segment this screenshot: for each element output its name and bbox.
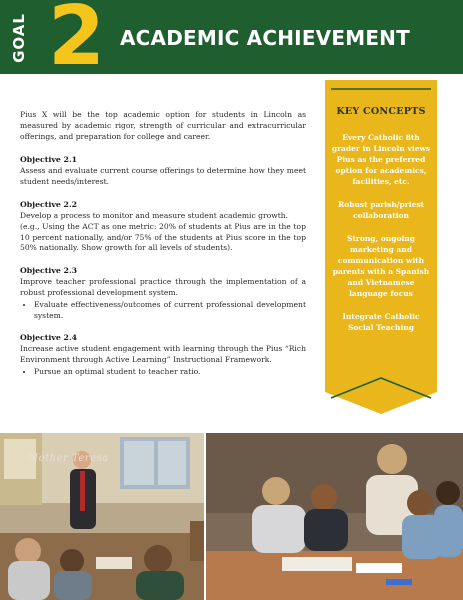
objective-2-2 [20, 199, 306, 254]
objective-example-text: (e.g., Using the ACT as one metric: 20% of students at Pius are in the top 10 percent nationally, and/or 75% of the students at Pius score in the top 50% nationally. Show growth for all levels of students). [20, 221, 306, 253]
list-item: • Evaluate effectiveness/outcomes of current professional development system. [34, 300, 306, 322]
objective-text: Develop a process to monitor and measure student academic growth. [20, 210, 289, 220]
concept-item: Integrate Catholic Social Teaching [342, 312, 420, 332]
objective-2-1 [20, 154, 306, 188]
objective-text: Assess and evaluate current course offerings to determine how they meet student needs/interest. [20, 166, 306, 187]
photo-strip [0, 433, 463, 600]
objective-2-4 [20, 332, 306, 377]
key-concepts-content [325, 80, 437, 345]
objective-bullets [20, 300, 306, 322]
objective-2-3 [20, 265, 306, 321]
goal-label: GOAL [10, 13, 29, 63]
objective-heading: Objective 2.3 [20, 266, 78, 276]
intro-paragraph: Pius X will be the top academic option for students in Lincoln as measured by academic rigor, strength of curricular and extracurricular offerings, and preparation for college and career. [20, 110, 306, 141]
key-concepts-banner [325, 80, 437, 420]
concept-item: Robust parish/priest collaboration [337, 200, 425, 220]
objective-text: Improve teacher professional practice through the implementation of a robust professional development system. [20, 277, 306, 297]
list-item: • Pursue an optimal student to teacher ratio. [34, 367, 306, 378]
photo-quote-caption: -Mother Teresa [24, 453, 109, 464]
key-concepts-title: KEY CONCEPTS [336, 106, 426, 117]
objective-heading: Objective 2.2 [20, 199, 78, 209]
goal-number: 2 [48, 0, 106, 84]
concept-item: Every Catholic 8th grader in Lincoln views Pius as the preferred option for academics, facilities, etc. [331, 133, 431, 186]
concept-item: Strong, ongoing marketing and communication with parents with a Spanish and Vietnamese language focus [332, 234, 430, 298]
objective-bullets [20, 367, 306, 378]
main-content [20, 110, 306, 389]
students-photo-image [206, 433, 463, 600]
page-title: ACADEMIC ACHIEVEMENT [120, 26, 410, 50]
objective-text: Increase active student engagement with learning through the Pius “Rich Environment through Active Learning” Instructional Framework. [20, 344, 306, 365]
students-photo [206, 433, 463, 600]
objective-heading: Objective 2.4 [20, 333, 78, 343]
goal-header [0, 0, 463, 84]
objective-heading: Objective 2.1 [20, 155, 78, 165]
